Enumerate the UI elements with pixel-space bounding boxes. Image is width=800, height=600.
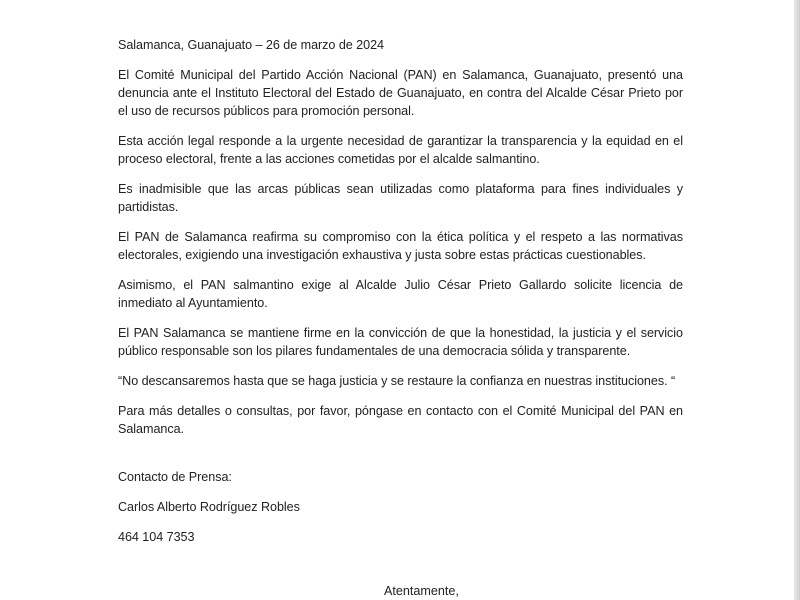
paragraph-contact-info: Para más detalles o consultas, por favor, póngase en contacto con el Comité Municipal del PAN en Salamanca. (118, 404, 683, 436)
paragraph-public-funds: Es inadmisible que las arcas públicas sean utilizadas como plataforma para fines individuales y partidistas. (118, 182, 683, 214)
date-line: Salamanca, Guanajuato – 26 de marzo de 2024 (118, 38, 385, 52)
contact-name: Carlos Alberto Rodríguez Robles (118, 500, 300, 514)
paragraph-conviction: El PAN Salamanca se mantiene firme en la convicción de que la honestidad, la justicia y el servicio público responsable son los pilares fundamentales de una democracia sólida y transparente. (118, 326, 683, 358)
paragraph-quote: “No descansaremos hasta que se haga justicia y se restaure la confianza en nuestras instituciones. “ (118, 374, 676, 388)
document-body (118, 36, 683, 558)
contact-heading: Contacto de Prensa: (118, 470, 232, 484)
page-edge-shadow (794, 0, 800, 600)
paragraph-transparency: Esta acción legal responde a la urgente necesidad de garantizar la transparencia y la equidad en el proceso electoral, frente a las acciones cometidas por el alcalde salmantino. (118, 134, 683, 166)
press-contact (118, 468, 683, 546)
paragraph-license-demand: Asimismo, el PAN salmantino exige al Alcalde Julio César Prieto Gallardo solicite licencia de inmediato al Ayuntamiento. (118, 278, 683, 310)
closing-salutation: Atentamente, (384, 584, 459, 598)
paragraph-commitment: El PAN de Salamanca reafirma su compromiso con la ética política y el respeto a las normativas electorales, exigiendo una investigación exhaustiva y justa sobre estas prácticas cuestionables. (118, 230, 683, 262)
contact-phone: 464 104 7353 (118, 530, 195, 544)
paragraph-complaint: El Comité Municipal del Partido Acción Nacional (PAN) en Salamanca, Guanajuato, presentó una denuncia ante el Instituto Electoral del Estado de Guanajuato, en contra del Alcalde César Prieto por el uso de recursos públicos para promoción personal. (118, 68, 683, 118)
